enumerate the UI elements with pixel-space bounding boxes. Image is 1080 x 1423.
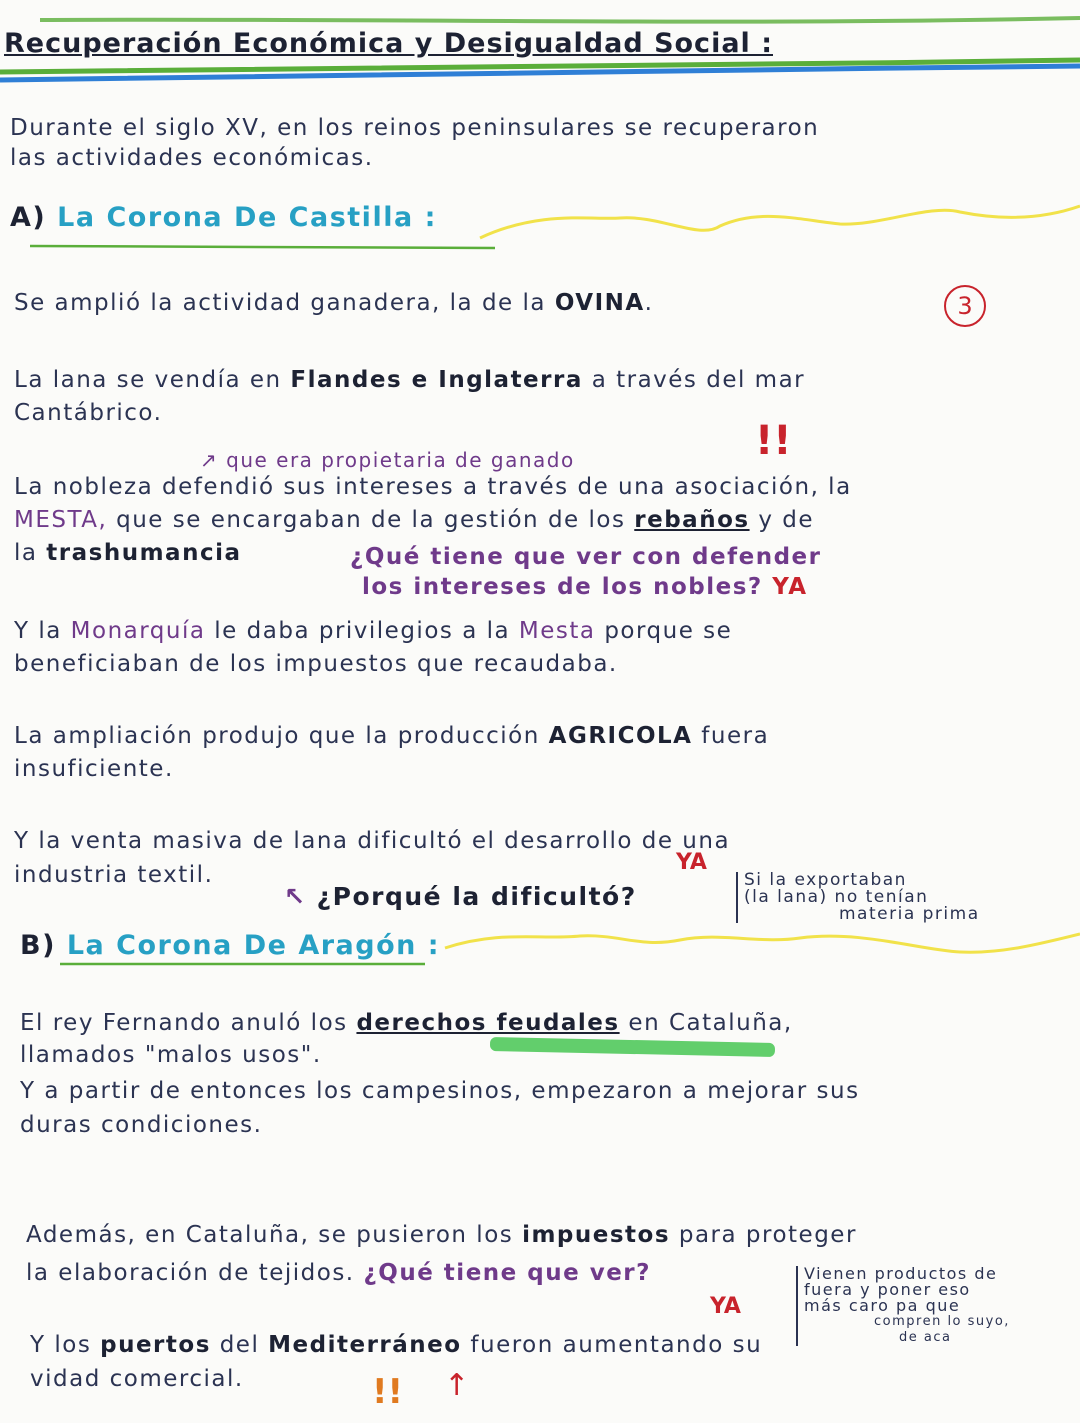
a-p2-pre: La lana se vendía en: [14, 367, 282, 393]
a-p3-end: y de: [758, 507, 815, 533]
section-a-letter: A): [10, 202, 47, 233]
b-paragraph-1-line-2: llamados "malos usos".: [20, 1042, 322, 1068]
b-paragraph-2-line-2: duras condiciones.: [20, 1112, 263, 1138]
a-exclamation: !!: [755, 418, 792, 464]
a-p1-text: Se amplió la actividad ganadera, la de la: [14, 290, 547, 316]
a-ya-2: YA: [676, 850, 707, 875]
b-p4-pre: Y los: [30, 1332, 92, 1358]
a-paragraph-3-line-1: La nobleza defendió sus intereses a través de una asociación, la: [14, 474, 852, 500]
a-p5-post: fuera: [701, 723, 770, 749]
intro-line-1: Durante el siglo XV, en los reinos peninsulares se recuperaron: [10, 115, 820, 141]
b-p1-post: en Cataluña,: [628, 1010, 793, 1036]
a-p1-end: .: [644, 290, 654, 316]
circled-number-text: 3: [957, 292, 973, 320]
a-p4-mid: le daba privilegios a la: [214, 618, 511, 644]
section-b-underline: [0, 920, 1080, 980]
b-note-line: compren lo suyo,: [874, 1314, 1010, 1329]
b-p4-puertos: puertos: [100, 1332, 211, 1358]
a-p2-post: a través del mar: [591, 367, 806, 393]
a-p3-trashumancia: trashumancia: [46, 540, 242, 566]
a-p3-mesta: MESTA,: [14, 507, 108, 533]
a-p4-pre: Y la: [14, 618, 62, 644]
b-note-line: Vienen productos de: [804, 1264, 998, 1283]
a-paragraph-5: [14, 723, 769, 749]
b-exclamation: !!: [372, 1372, 404, 1412]
a-question-1: ¿Qué tiene que ver con defender: [350, 544, 822, 570]
b-p4-mid: del: [219, 1332, 260, 1358]
a-paragraph-6-line-1: Y la venta masiva de lana dificultó el desarrollo de una: [14, 828, 731, 854]
b-paragraph-3-line-2: [26, 1260, 651, 1286]
a-ya-1: YA: [772, 574, 808, 600]
a-note-line: materia prima: [839, 904, 980, 924]
b-p1-feudales: derechos feudales: [356, 1010, 620, 1036]
a-p2-flandes: Flandes e Inglaterra: [290, 367, 583, 393]
section-a-underline: [0, 190, 1080, 260]
b-ya: YA: [710, 1294, 741, 1319]
arrow-up-icon: ↑: [444, 1368, 470, 1403]
b-side-note: [796, 1266, 1010, 1346]
title-rule: [0, 0, 1080, 90]
a-question-2-text: ¿Porqué la dificultó?: [316, 882, 637, 911]
a-paragraph-4: [14, 618, 732, 644]
a-p3-la: la: [14, 540, 38, 566]
a-annotation-text: que era propietaria de ganado: [226, 448, 575, 472]
section-b-wave: [445, 934, 1080, 952]
b-p3-line2: la elaboración de tejidos.: [26, 1260, 355, 1286]
a-side-note: [736, 872, 980, 923]
a-note-line: (la lana) no tenían: [744, 887, 929, 907]
a-question-1-line-2: [362, 574, 808, 600]
a-p5-agricola: AGRICOLA: [548, 723, 693, 749]
b-p3-post: para proteger: [678, 1222, 857, 1248]
a-p3-rebanos: rebaños: [634, 507, 750, 533]
a-annotation-owner: [200, 448, 575, 472]
a-paragraph-3-line-3: [14, 540, 242, 566]
a-paragraph-5-line-2: insuficiente.: [14, 756, 174, 782]
circled-number: [944, 285, 986, 327]
section-a-wave: [480, 206, 1080, 238]
a-paragraph-2-line-2: Cantábrico.: [14, 400, 163, 426]
a-p3-rest: que se encargaban de la gestión de los: [116, 507, 626, 533]
a-paragraph-2: [14, 367, 805, 393]
section-b-letter: B): [20, 930, 56, 961]
b-p3-pre: Además, en Cataluña, se pusieron los: [26, 1222, 514, 1248]
arrow-up-left-icon: ↖: [284, 882, 317, 911]
b-note-line: fuera y poner eso: [804, 1280, 971, 1299]
a-p4-monarquia: Monarquía: [70, 618, 206, 644]
intro-line-2: las actividades económicas.: [10, 145, 374, 171]
section-b-title: La Corona De Aragón :: [66, 930, 441, 961]
a-paragraph-3-line-2: [14, 507, 814, 533]
b-paragraph-2-line-1: Y a partir de entonces los campesinos, empezaron a mejorar sus: [20, 1078, 860, 1104]
a-p4-post: porque se: [604, 618, 733, 644]
b-p1-pre: El rey Fernando anuló los: [20, 1010, 348, 1036]
b-question: ¿Qué tiene que ver?: [363, 1260, 651, 1286]
arrow-icon: ↗: [200, 448, 227, 472]
a-paragraph-1: [14, 290, 653, 316]
a-note-line: Si la exportaban: [744, 870, 907, 890]
b-paragraph-4-line-2: vidad comercial.: [30, 1366, 244, 1392]
a-p1-ovina: OVINA: [554, 290, 645, 316]
a-paragraph-4-line-2: beneficiaban de los impuestos que recaudaba.: [14, 651, 618, 677]
a-question-1-text: los intereses de los nobles?: [362, 574, 763, 600]
page-title: Recuperación Económica y Desigualdad Social :: [4, 28, 773, 59]
section-a-title: La Corona De Castilla :: [57, 202, 437, 233]
b-p4-post: fueron aumentando su: [470, 1332, 763, 1358]
b-paragraph-3: [26, 1222, 857, 1248]
a-p5-pre: La ampliación produjo que la producción: [14, 723, 540, 749]
b-paragraph-1: [20, 1010, 793, 1036]
b-p4-mediterraneo: Mediterráneo: [268, 1332, 462, 1358]
highlighter-mark: [490, 1037, 775, 1057]
b-note-line: de aca: [899, 1330, 952, 1345]
title-rule-top: [40, 18, 1080, 22]
a-p4-mesta: Mesta: [518, 618, 596, 644]
b-paragraph-4: [30, 1332, 762, 1358]
b-note-line: más caro pa que: [804, 1296, 961, 1315]
a-paragraph-6-line-2: industria textil.: [14, 862, 214, 888]
a-question-2: [284, 882, 637, 911]
b-p3-impuestos: impuestos: [522, 1222, 671, 1248]
